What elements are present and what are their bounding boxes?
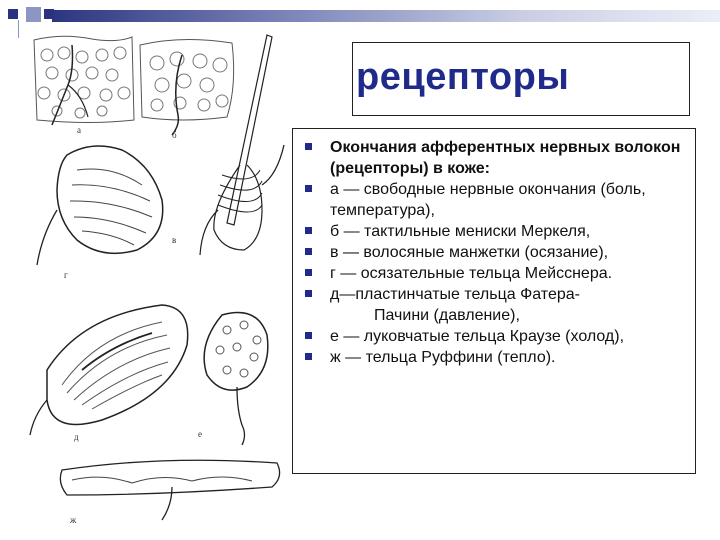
list-item: ж — тельца Руффини (тепло). xyxy=(298,347,693,368)
figure-d xyxy=(30,305,188,435)
figure-label-d: д xyxy=(74,432,79,442)
figure-label-v: в xyxy=(172,235,177,245)
bullet-square-icon xyxy=(305,290,312,297)
decor-square xyxy=(8,9,18,19)
decor-square xyxy=(44,9,54,19)
list-item: е — луковчатые тельца Краузе (холод), xyxy=(298,326,693,347)
bullet-square-icon xyxy=(305,185,312,192)
list-item: д—пластинчатые тельца Фатера- Пачини (давление), xyxy=(298,284,693,326)
list-item: б — тактильные мениски Меркеля, xyxy=(298,221,693,242)
figure-label-g: г xyxy=(64,270,68,280)
decor-square xyxy=(26,7,41,22)
bullet-square-icon xyxy=(305,248,312,255)
figure-label-zh: ж xyxy=(70,515,77,525)
figure-e xyxy=(204,313,268,446)
bullet-list xyxy=(298,137,693,368)
receptor-illustration xyxy=(22,25,300,530)
page-title: рецепторы xyxy=(356,56,570,98)
bullet-square-icon xyxy=(305,353,312,360)
figure-zh xyxy=(60,460,279,520)
header-decoration-bar xyxy=(52,10,720,22)
list-item: а — свободные нервные окончания (боль, температура), xyxy=(298,179,693,221)
bullet-square-icon xyxy=(305,332,312,339)
bullet-square-icon xyxy=(305,269,312,276)
decor-line xyxy=(18,20,19,38)
bullet-square-icon xyxy=(305,227,312,234)
figure-a xyxy=(34,36,134,125)
figure-v xyxy=(200,35,284,255)
figure-label-e: е xyxy=(198,429,202,439)
list-item: в — волосяные манжетки (осязание), xyxy=(298,242,693,263)
figure-label-a: а xyxy=(77,125,81,135)
list-item: Окончания афферентных нервных волокон (рецепторы) в коже: xyxy=(298,137,693,179)
figure-b xyxy=(140,39,234,135)
list-item-continuation: Пачини (давление), xyxy=(374,307,520,324)
bullet-square-icon xyxy=(305,143,312,150)
list-item: г — осязательные тельца Мейсснера. xyxy=(298,263,693,284)
figure-label-b: б xyxy=(172,130,177,140)
figure-g xyxy=(37,146,163,265)
